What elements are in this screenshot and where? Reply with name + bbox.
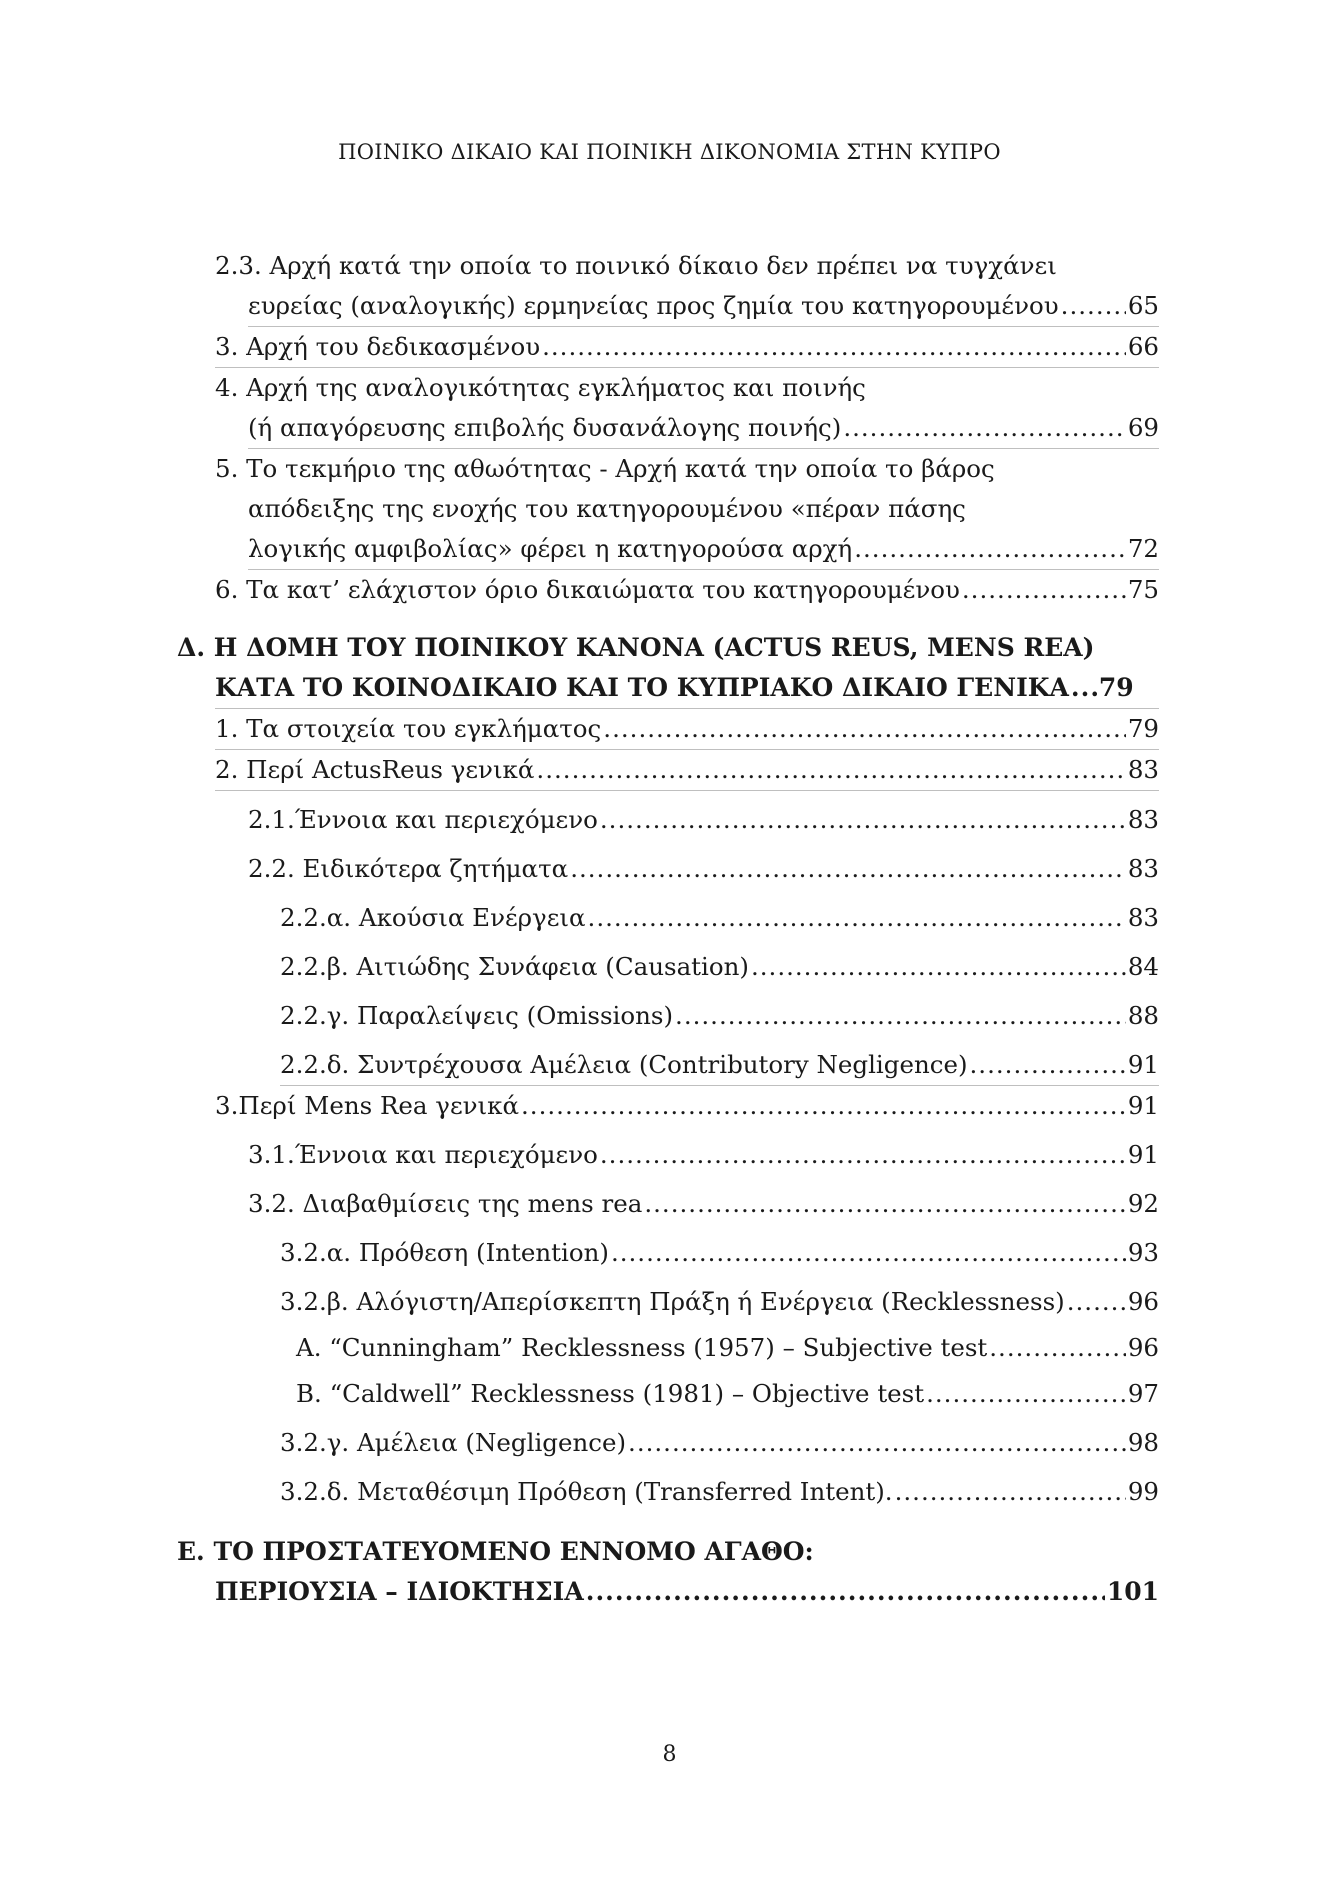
dot-leader: [588, 898, 1126, 938]
toc-entry-text: 3.2.γ. Αμέλεια (Negligence): [280, 1428, 627, 1457]
dot-leader: [521, 1086, 1126, 1126]
toc-page-number: 91: [1127, 1091, 1159, 1120]
running-header: ΠΟΙΝΙΚΟ ΔΙΚΑΙΟ ΚΑΙ ΠΟΙΝΙΚΗ ΔΙΚΟΝΟΜΙΑ ΣΤΗΝ ΚΥΠΡΟ: [338, 140, 1001, 164]
toc-entry-text: 3. Αρχή του δεδικασμένου: [215, 332, 541, 361]
toc-page-number: 92: [1127, 1189, 1159, 1218]
toc-entry-d-3-2-d: [0, 1472, 1339, 1512]
toc-page-number: 96: [1127, 1287, 1159, 1316]
toc-entry-d-3-2-c: [0, 1423, 1339, 1463]
toc-entry-text: απόδειξης της ενοχής του κατηγορουμένου «πέραν πάσης: [248, 494, 966, 523]
toc-page-number: 83: [1127, 805, 1159, 834]
toc-entry-text: 2. Περί ActusReus γενικά: [215, 755, 535, 784]
toc-entry-2-3: [0, 246, 1339, 327]
toc-page-number: 96: [1127, 1333, 1159, 1362]
toc-entry-d-2-2-c: [0, 996, 1339, 1036]
toc-entry-text: 2.2.δ. Συντρέχουσα Αμέλεια (Contributory Negligence): [280, 1050, 968, 1079]
dot-leader: [600, 800, 1126, 840]
toc-page-number: 97: [1127, 1379, 1159, 1408]
toc-entry-6: [0, 570, 1339, 610]
toc-section-title: ΚΑΤΑ ΤΟ ΚΟΙΝΟΔΙΚΑΙΟ ΚΑΙ ΤΟ ΚΥΠΡΙΑΚΟ ΔΙΚΑΙΟ ΓΕΝΙΚΑ: [215, 673, 1069, 702]
dot-leader: [603, 709, 1126, 749]
dot-leader: [675, 996, 1126, 1036]
toc-entry-d-1: [0, 709, 1339, 750]
toc-entry-text: 2.1.Έννοια και περιεχόμενο: [248, 805, 598, 834]
dot-leader: [1071, 668, 1097, 708]
toc-entry-text: 6. Τα κατ’ ελάχιστον όριο δικαιώματα του κατηγορουμένου: [215, 575, 960, 604]
dot-leader: [628, 1423, 1126, 1463]
toc-entry-text: 2.3. Αρχή κατά την οποία το ποινικό δίκαιο δεν πρέπει να τυγχάνει: [215, 251, 1057, 280]
toc-entry-text: 2.2.γ. Παραλείψεις (Omissions): [280, 1001, 674, 1030]
toc-entry-d-2-1: [0, 800, 1339, 840]
toc-entry-text: 5. Το τεκμήριο της αθωότητας - Αρχή κατά την οποία το βάρος: [215, 454, 995, 483]
toc-entry-text: 2.2. Ειδικότερα ζητήματα: [248, 854, 569, 883]
dot-leader: [600, 1135, 1126, 1175]
toc-page-number: 99: [1127, 1477, 1159, 1506]
dot-leader: [962, 570, 1126, 610]
toc-entry-d-2-2: [0, 849, 1339, 889]
dot-leader: [536, 750, 1125, 790]
toc-entry-3: [0, 327, 1339, 368]
toc-page-number: 66: [1127, 332, 1159, 361]
toc-page-number: 83: [1127, 854, 1159, 883]
toc-entry-d-3-2-b-b: [0, 1374, 1339, 1414]
toc-page-number: 93: [1127, 1238, 1159, 1267]
toc-section-title: Δ. Η ΔΟΜΗ ΤΟΥ ΠΟΙΝΙΚΟΥ ΚΑΝΟΝΑ (ACTUS REUS, MENS REA): [177, 633, 1095, 662]
table-of-contents: [0, 246, 1339, 1612]
dot-leader: [843, 408, 1126, 448]
toc-entry-text: 3.Περί Mens Rea γενικά: [215, 1091, 519, 1120]
dot-leader: [542, 327, 1126, 367]
dot-leader: [644, 1184, 1125, 1224]
toc-entry-d-3-2-b: [0, 1282, 1339, 1322]
toc-entry-d-2-2-b: [0, 947, 1339, 987]
toc-entry-text: λογικής αμφιβολίας» φέρει η κατηγορούσα αρχή: [248, 534, 853, 563]
toc-entry-4: [0, 368, 1339, 449]
toc-page-number: 72: [1127, 534, 1159, 563]
toc-page-number: 84: [1127, 952, 1159, 981]
toc-page-number: 65: [1127, 291, 1159, 320]
dot-leader: [586, 1572, 1105, 1612]
toc-entry-text: ευρείας (αναλογικής) ερμηνείας προς ζημία του κατηγορουμένου: [248, 291, 1059, 320]
dot-leader: [1067, 1282, 1126, 1322]
toc-entry-d-2-2-d: [0, 1045, 1339, 1086]
toc-page-number: 83: [1127, 903, 1159, 932]
toc-page-number: 83: [1127, 755, 1159, 784]
toc-entry-text: 3.2. Διαβαθμίσεις της mens rea: [248, 1189, 643, 1218]
dot-leader: [570, 849, 1126, 889]
toc-entry-text: 1. Τα στοιχεία του εγκλήματος: [215, 714, 602, 743]
dot-leader: [989, 1328, 1126, 1368]
toc-entry-d-3-2: [0, 1184, 1339, 1224]
toc-page-number: 88: [1127, 1001, 1159, 1030]
toc-entry-d-2: [0, 750, 1339, 791]
toc-entry-text: 3.2.α. Πρόθεση (Intention): [280, 1238, 609, 1267]
toc-page-number: 69: [1127, 413, 1159, 442]
toc-entry-d-2-2-a: [0, 898, 1339, 938]
toc-page-number: 98: [1127, 1428, 1159, 1457]
toc-entry-text: Β. “Caldwell” Recklessness (1981) – Objective test: [296, 1379, 925, 1408]
toc-entry-text: 2.2.β. Αιτιώδης Συνάφεια (Causation): [280, 952, 749, 981]
toc-entry-d-3: [0, 1086, 1339, 1126]
dot-leader: [1061, 286, 1126, 326]
toc-page-number: 79: [1098, 673, 1134, 702]
toc-page-number: 75: [1127, 575, 1159, 604]
toc-entry-d-3-2-a: [0, 1233, 1339, 1273]
dot-leader: [751, 947, 1126, 987]
toc-entry-text: 2.2.α. Ακούσια Ενέργεια: [280, 903, 586, 932]
toc-entry-text: 3.2.δ. Μεταθέσιμη Πρόθεση (Transferred Intent).: [280, 1477, 893, 1506]
toc-section-d: [0, 628, 1339, 709]
dot-leader: [895, 1472, 1126, 1512]
toc-section-title: ΠΕΡΙΟΥΣΙΑ – ΙΔΙΟΚΤΗΣΙΑ: [215, 1577, 584, 1606]
toc-entry-text: 4. Αρχή της αναλογικότητας εγκλήματος και ποινής: [215, 373, 866, 402]
dot-leader: [854, 529, 1126, 569]
toc-page-number: 79: [1127, 714, 1159, 743]
toc-page-number: 91: [1127, 1140, 1159, 1169]
toc-section-e: [0, 1532, 1339, 1612]
dot-leader: [611, 1233, 1126, 1273]
toc-page-number: 101: [1106, 1577, 1159, 1606]
toc-entry-d-3-2-b-a: [0, 1328, 1339, 1368]
toc-entry-text: (ή απαγόρευσης επιβολής δυσανάλογης ποινής): [248, 413, 842, 442]
toc-entry-5: [0, 449, 1339, 570]
dot-leader: [970, 1045, 1126, 1085]
dot-leader: [926, 1374, 1126, 1414]
toc-page-number: 91: [1127, 1050, 1159, 1079]
page-number: 8: [662, 1742, 677, 1767]
toc-entry-text: Α. “Cunningham” Recklessness (1957) – Subjective test: [296, 1333, 988, 1362]
toc-section-title: Ε. ΤΟ ΠΡΟΣΤΑΤΕΥΟΜΕΝΟ ΕΝΝΟΜΟ ΑΓΑΘΟ:: [177, 1537, 814, 1566]
toc-entry-text: 3.1.Έννοια και περιεχόμενο: [248, 1140, 598, 1169]
toc-entry-text: 3.2.β. Αλόγιστη/Απερίσκεπτη Πράξη ή Ενέργεια (Recklessness): [280, 1287, 1065, 1316]
toc-entry-d-3-1: [0, 1135, 1339, 1175]
